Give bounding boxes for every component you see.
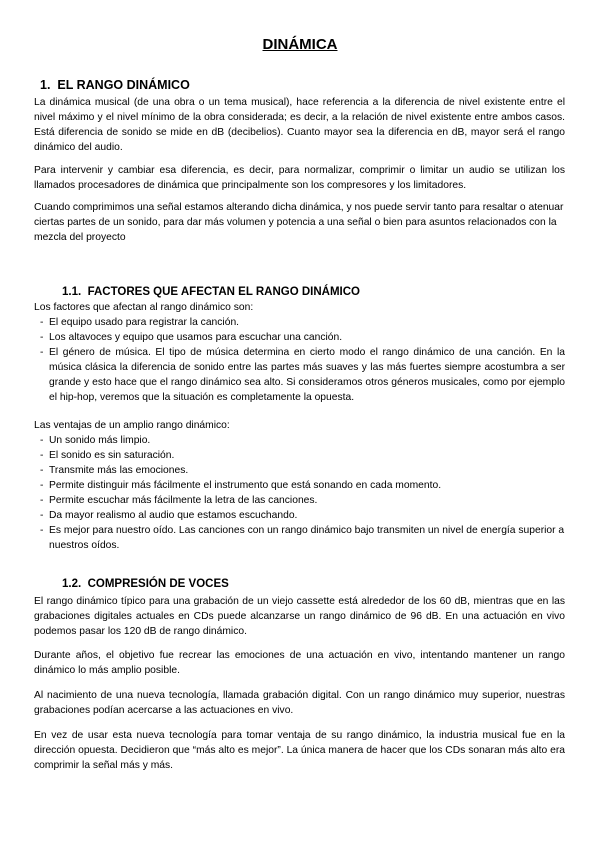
- section-1-2-heading: [62, 578, 229, 590]
- document-title: DINÁMICA: [262, 36, 338, 53]
- section-1-paragraph-3: Cuando comprimimos una señal estamos alterando dicha dinámica, y nos puede servir tanto para resaltar o atenuar ciertas partes de un sonido, para dar más volumen y potencia a una señal o bien para asuntos relacionados con la mezcla del proyecto: [34, 202, 564, 243]
- advantages-intro: Las ventajas de un amplio rango dinámico:: [34, 420, 230, 431]
- section-1-1-heading: [62, 286, 360, 298]
- section-1-heading: [40, 78, 190, 92]
- section-1-title: EL RANGO DINÁMICO: [57, 78, 190, 92]
- section-1-2-title: COMPRESIÓN DE VOCES: [87, 578, 229, 590]
- list-item: - El género de música. El tipo de música determina en cierto modo el rango dinámico de una canción. En la música clásica la diferencia de sonido entre las partes más suaves y las más fuertes siempre acostumbra a ser grande y esto hace que el rango dinámico sea alto. Si consideramos otros géneros musicales, como por ejemplo el hip-hop, veremos que la situación es completamente la opuesta.: [34, 345, 565, 405]
- list-item: - El equipo usado para registrar la canción.: [34, 315, 565, 330]
- section-1-2-paragraph-1: El rango dinámico típico para una grabación de un viejo cassette está alrededor de los 60 dB, mientras que en las grabaciones digitales actuales en CDs puede alcanzarse un rango dinámico de 96 dB. En una actuación en vivo podemos pasar los 120 dB de rango dinámico.: [34, 596, 565, 637]
- section-1-paragraph-2: Para intervenir y cambiar esa diferencia, es decir, para normalizar, comprimir o limitar un audio se utilizan los llamados procesadores de dinámica que principalmente son los compresores y los limitadores.: [34, 165, 565, 191]
- list-item: - Un sonido más limpio.: [34, 433, 565, 448]
- list-item: - Permite escuchar más fácilmente la letra de las canciones.: [34, 493, 565, 508]
- section-1-2-number: 1.2.: [62, 578, 82, 590]
- list-item: - El sonido es sin saturación.: [34, 448, 565, 463]
- section-1-2-paragraph-4: En vez de usar esta nueva tecnología para tomar ventaja de su rango dinámico, la industria musical fue en la dirección opuesta. Decidieron que “más alto es mejor”. La única manera de hacer que los CDs sonaran más alto era comprimir la señal más y más.: [34, 730, 565, 771]
- section-1-number: 1.: [40, 78, 51, 92]
- list-item: - Da mayor realismo al audio que estamos escuchando.: [34, 508, 565, 523]
- section-1-2-paragraph-3: Al nacimiento de una nueva tecnología, llamada grabación digital. Con un rango dinámico muy superior, nuestras grabaciones podían acercarse a las actuaciones en vivo.: [34, 690, 565, 716]
- list-item: - Permite distinguir más fácilmente el instrumento que está sonando en cada momento.: [34, 478, 565, 493]
- list-item: - Transmite más las emociones.: [34, 463, 565, 478]
- advantages-list: [34, 433, 565, 553]
- list-item: - Los altavoces y equipo que usamos para escuchar una canción.: [34, 330, 565, 345]
- factors-list: [34, 315, 565, 405]
- section-1-2-paragraph-2: Durante años, el objetivo fue recrear las emociones de una actuación en vivo, intentando mantener un rango dinámico lo más amplio posible.: [34, 650, 565, 676]
- list-item: - Es mejor para nuestro oído. Las canciones con un rango dinámico bajo transmiten un nivel de energía superior a nuestros oídos.: [34, 523, 565, 553]
- section-1-paragraph-1: La dinámica musical (de una obra o un tema musical), hace referencia a la diferencia de nivel existente entre el nivel máximo y el nivel mínimo de la obra considerada; es decir, a la relación de nivel existente entre ambos casos. Está diferencia de sonido se mide en dB (decibelios). Cuanto mayor sea la diferencia en dB, mayor será el rango dinámico del audio.: [34, 97, 565, 153]
- section-1-1-title: FACTORES QUE AFECTAN EL RANGO DINÁMICO: [87, 286, 360, 298]
- section-1-1-number: 1.1.: [62, 286, 82, 298]
- factors-intro: Los factores que afectan al rango dinámico son:: [34, 302, 254, 313]
